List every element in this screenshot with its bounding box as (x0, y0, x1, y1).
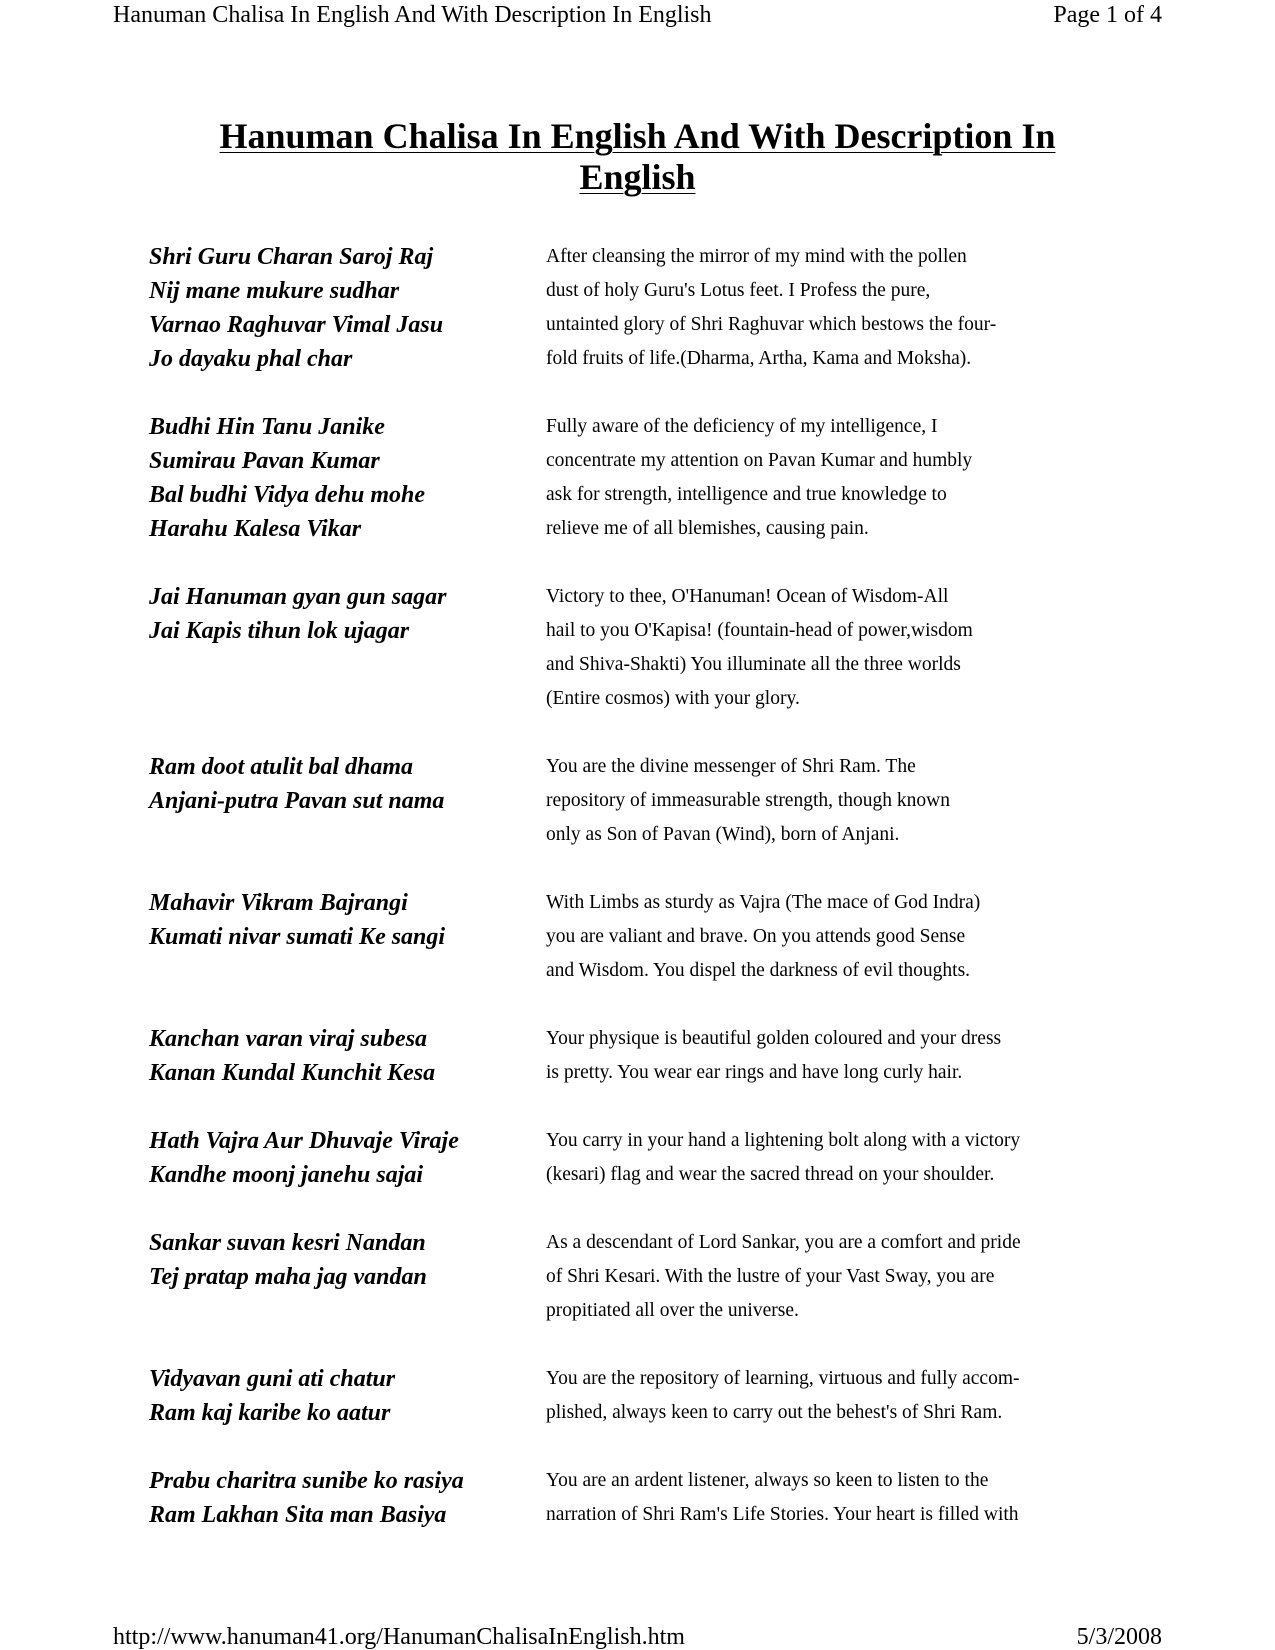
verse-line: Jo dayaku phal char (149, 346, 353, 372)
verse-line: Jai Hanuman gyan gun sagar (149, 584, 447, 610)
verse-line: Jai Kapis tihun lok ujagar (149, 618, 410, 644)
verse-line: Harahu Kalesa Vikar (149, 516, 362, 542)
verse-lines (149, 1022, 509, 1090)
description-line: dust of holy Guru's Lotus feet. I Profess the pure, (546, 280, 931, 301)
page-title (140, 116, 1135, 198)
print-date: 5/3/2008 (1076, 1624, 1162, 1650)
verse-line: Shri Guru Charan Saroj Raj (149, 244, 434, 270)
description-line: (Entire cosmos) with your glory. (546, 688, 800, 709)
description (546, 240, 1086, 376)
verse-lines (149, 1362, 509, 1430)
verse-line: Varnao Raghuvar Vimal Jasu (149, 312, 444, 338)
description-line: fold fruits of life.(Dharma, Artha, Kama and Moksha). (546, 348, 972, 369)
verse-lines (149, 240, 509, 376)
description-line: only as Son of Pavan (Wind), born of Anjani. (546, 824, 900, 845)
description (546, 1226, 1086, 1328)
description-line: ask for strength, intelligence and true knowledge to (546, 484, 947, 505)
verse-line: Kanan Kundal Kunchit Kesa (149, 1060, 436, 1086)
verse-line: Ram doot atulit bal dhama (149, 754, 414, 780)
description-line: repository of immeasurable strength, though known (546, 790, 951, 811)
description-line: You are the repository of learning, virtuous and fully accom- (546, 1368, 1020, 1389)
description-line: relieve me of all blemishes, causing pain. (546, 518, 869, 539)
description-line: is pretty. You wear ear rings and have long curly hair. (546, 1062, 963, 1083)
verse-line: Mahavir Vikram Bajrangi (149, 890, 408, 916)
verse-line: Bal budhi Vidya dehu mohe (149, 482, 426, 508)
verse-lines (149, 580, 509, 648)
description-line: and Shiva-Shakti) You illuminate all the three worlds (546, 654, 961, 675)
verse-line: Ram kaj karibe ko aatur (149, 1400, 391, 1426)
verse-lines (149, 1124, 509, 1192)
description (546, 886, 1086, 988)
title-line: Hanuman Chalisa In English And With Description In (219, 116, 1056, 156)
verse-line: Ram Lakhan Sita man Basiya (149, 1502, 447, 1528)
verse-line: Hath Vajra Aur Dhuvaje Viraje (149, 1128, 459, 1154)
description (546, 410, 1086, 546)
description-line: of Shri Kesari. With the lustre of your Vast Sway, you are (546, 1266, 995, 1287)
title-line: English (579, 157, 696, 197)
description-line: You are the divine messenger of Shri Ram. The (546, 756, 916, 777)
verse-line: Sankar suvan kesri Nandan (149, 1230, 426, 1256)
description (546, 1022, 1086, 1090)
description-line: With Limbs as sturdy as Vajra (The mace of God Indra) (546, 892, 981, 913)
verse-lines (149, 410, 509, 546)
description-line: As a descendant of Lord Sankar, you are a comfort and pride (546, 1232, 1021, 1253)
verse-lines (149, 750, 509, 818)
description-line: narration of Shri Ram's Life Stories. Your heart is filled with (546, 1504, 1019, 1525)
description-line: plished, always keen to carry out the behest's of Shri Ram. (546, 1402, 1003, 1423)
verse-lines (149, 886, 509, 954)
verse-line: Kumati nivar sumati Ke sangi (149, 924, 446, 950)
verse-line: Prabu charitra sunibe ko rasiya (149, 1468, 464, 1494)
page-number: Page 1 of 4 (1053, 2, 1162, 28)
description (546, 580, 1086, 716)
verse-line: Anjani-putra Pavan sut nama (149, 788, 445, 814)
description-line: propitiated all over the universe. (546, 1300, 799, 1321)
verse-line: Kanchan varan viraj subesa (149, 1026, 428, 1052)
verse-line: Nij mane mukure sudhar (149, 278, 400, 304)
verse-line: Kandhe moonj janehu sajai (149, 1162, 424, 1188)
description (546, 1464, 1086, 1532)
description-line: Your physique is beautiful golden coloured and your dress (546, 1028, 1002, 1049)
verse-line: Vidyavan guni ati chatur (149, 1366, 396, 1392)
description-line: hail to you O'Kapisa! (fountain-head of power,wisdom (546, 620, 973, 641)
verse-line: Budhi Hin Tanu Janike (149, 414, 385, 440)
verse-lines (149, 1464, 509, 1532)
description-line: and Wisdom. You dispel the darkness of evil thoughts. (546, 960, 971, 981)
description-line: Fully aware of the deficiency of my intelligence, I (546, 416, 938, 437)
description-line: Victory to thee, O'Hanuman! Ocean of Wisdom-All (546, 586, 949, 607)
description (546, 1362, 1086, 1430)
description-line: concentrate my attention on Pavan Kumar and humbly (546, 450, 973, 471)
description-line: After cleansing the mirror of my mind with the pollen (546, 246, 967, 267)
description-line: (kesari) flag and wear the sacred thread on your shoulder. (546, 1164, 995, 1185)
description-line: you are valiant and brave. On you attends good Sense (546, 926, 966, 947)
verse-line: Sumirau Pavan Kumar (149, 448, 380, 474)
verse-lines (149, 1226, 509, 1294)
header-title: Hanuman Chalisa In English And With Description In English (113, 2, 712, 28)
description-line: You carry in your hand a lightening bolt along with a victory (546, 1130, 1021, 1151)
verse-line: Tej pratap maha jag vandan (149, 1264, 427, 1290)
description (546, 750, 1086, 852)
description-line: untainted glory of Shri Raghuvar which bestows the four- (546, 314, 997, 335)
description (546, 1124, 1086, 1192)
description-line: You are an ardent listener, always so keen to listen to the (546, 1470, 989, 1491)
source-url: http://www.hanuman41.org/HanumanChalisaInEnglish.htm (113, 1624, 685, 1650)
